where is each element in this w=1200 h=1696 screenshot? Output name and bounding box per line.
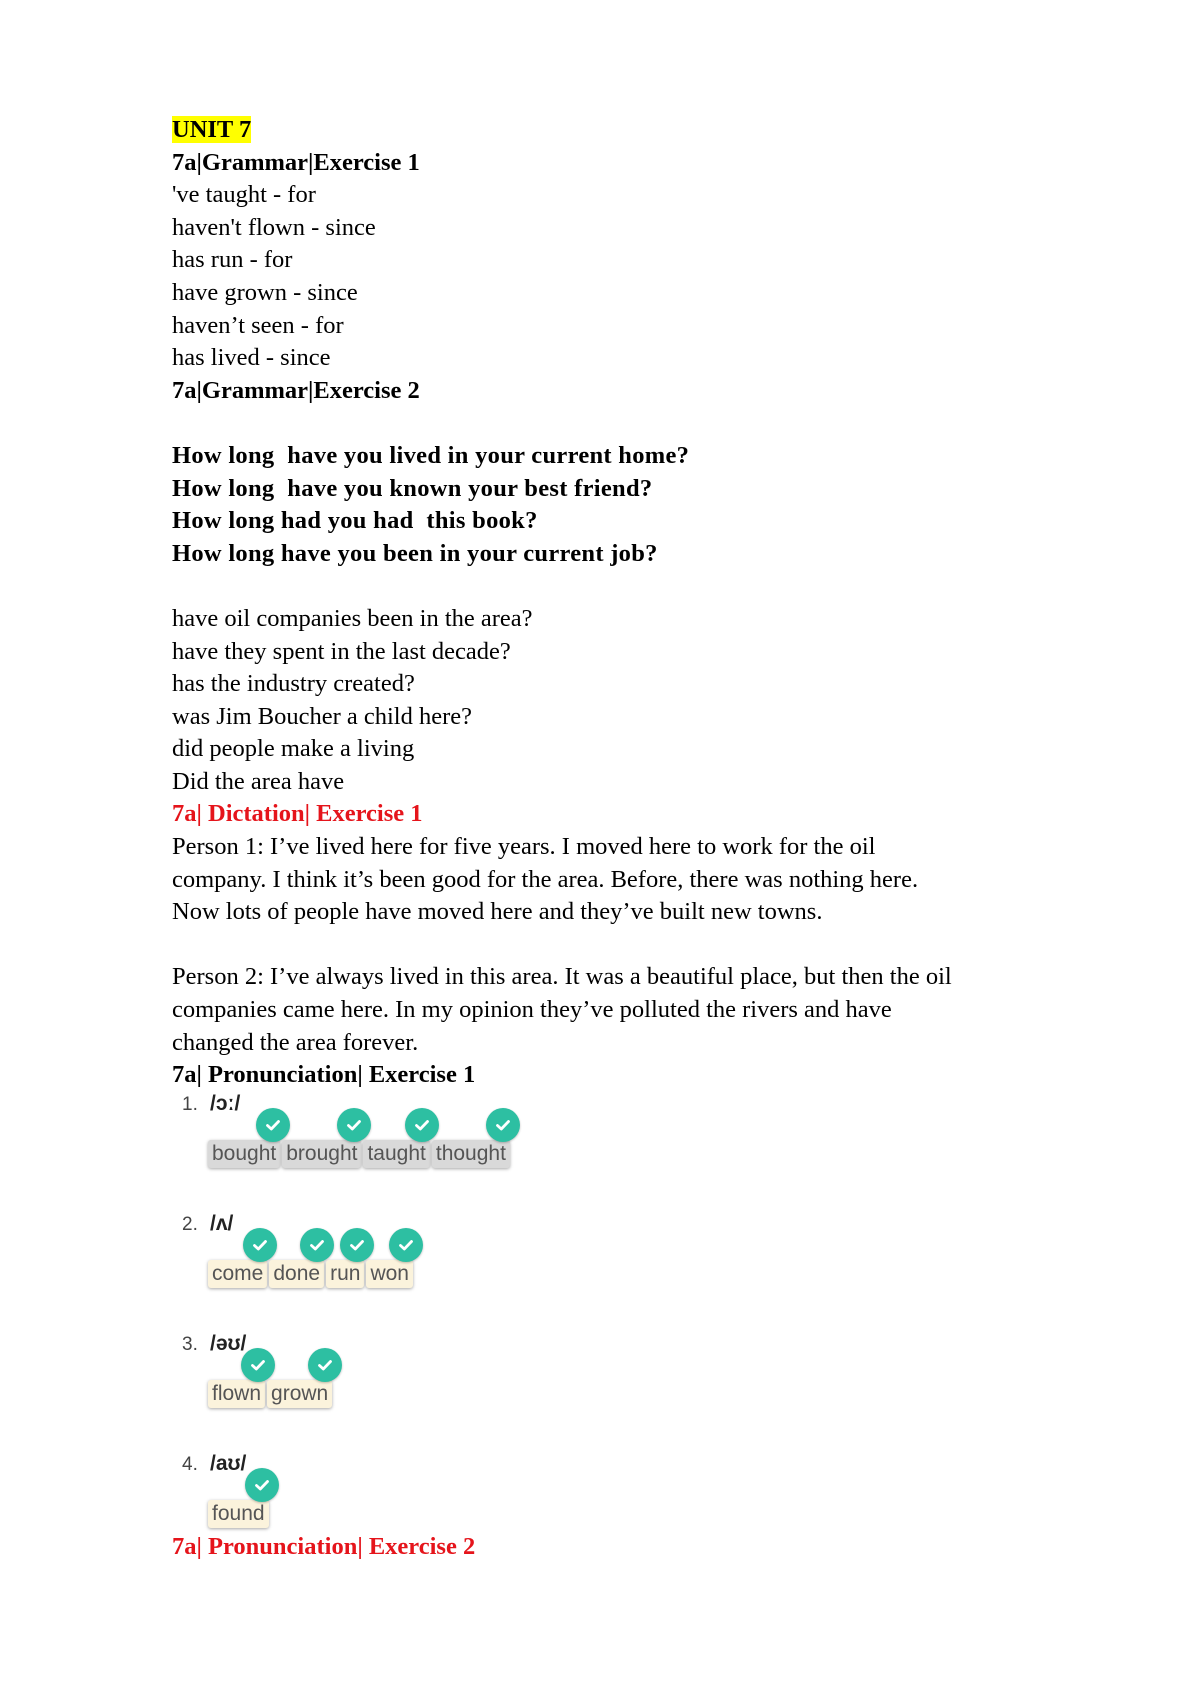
word-chip-label: taught (367, 1141, 426, 1165)
word-chips (208, 1140, 512, 1168)
grammar-ex1-answer: have grown - since (172, 278, 358, 306)
word-chip-label: grown (271, 1381, 329, 1405)
grammar-ex1-answer: 've taught - for (172, 181, 316, 209)
document-page (172, 114, 1132, 1563)
dictation-person2-line: Person 2: I’ve always lived in this area. It was a beautiful place, but then the oil (172, 963, 952, 991)
pronunciation-ex2-heading: 7a| Pronunciation| Exercise 2 (172, 1532, 476, 1560)
check-circle-icon (340, 1228, 374, 1262)
pronunciation-group (172, 1212, 1132, 1332)
dictation-person1-line: Person 1: I’ve lived here for five years. I moved here to work for the oil (172, 833, 876, 861)
grammar-ex2-answer: Did the area have (172, 767, 345, 795)
word-chip-label: flown (212, 1381, 262, 1405)
group-number: 4. (182, 1453, 198, 1475)
grammar-ex1-answer: haven’t seen - for (172, 311, 344, 339)
word-chip-label: found (212, 1501, 265, 1525)
grammar-ex2-answer: was Jim Boucher a child here? (172, 702, 473, 730)
word-chip[interactable] (208, 1380, 265, 1408)
word-chip[interactable] (208, 1140, 280, 1168)
word-chip[interactable] (208, 1500, 269, 1528)
check-circle-icon (256, 1108, 290, 1142)
word-chips (208, 1380, 334, 1408)
grammar-ex1-heading: 7a|Grammar|Exercise 1 (172, 148, 420, 176)
dictation-person1-line: company. I think it’s been good for the area. Before, there was nothing here. (172, 865, 919, 893)
word-chips (208, 1260, 415, 1288)
unit-title-line (172, 114, 1132, 147)
blank-line (172, 570, 1132, 603)
word-chip[interactable] (267, 1380, 332, 1408)
dictation-person2-line: changed the area forever. (172, 1028, 419, 1056)
word-chip-label: won (370, 1261, 409, 1285)
grammar-ex2-heading: 7a|Grammar|Exercise 2 (172, 376, 420, 404)
grammar-ex1-answer: has run - for (172, 246, 293, 274)
grammar-ex1-answer: has lived - since (172, 344, 331, 372)
pronunciation-groups (172, 1092, 1132, 1537)
word-chip[interactable] (282, 1140, 361, 1168)
check-circle-icon (300, 1228, 334, 1262)
dictation-heading: 7a| Dictation| Exercise 1 (172, 800, 423, 828)
word-chip[interactable] (269, 1260, 324, 1288)
dictation-person2-line: companies came here. In my opinion they’ve polluted the rivers and have (172, 996, 892, 1024)
blank-line (172, 407, 1132, 440)
check-circle-icon (389, 1228, 423, 1262)
word-chips (208, 1500, 271, 1528)
group-number: 2. (182, 1213, 198, 1235)
pronunciation-ex1-heading: 7a| Pronunciation| Exercise 1 (172, 1061, 476, 1089)
check-circle-icon (405, 1108, 439, 1142)
check-circle-icon (241, 1348, 275, 1382)
group-number: 1. (182, 1093, 198, 1115)
word-chip[interactable] (208, 1260, 267, 1288)
grammar-ex2-answer: have oil companies been in the area? (172, 604, 533, 632)
grammar-ex2-answer: did people make a living (172, 735, 415, 763)
grammar-ex2-question: How long have you lived in your current home? (172, 441, 690, 469)
phoneme-symbol: /ɔː/ (210, 1091, 241, 1115)
word-chip[interactable] (326, 1260, 364, 1288)
grammar-ex2-question: How long have you known your best friend? (172, 474, 653, 502)
word-chip-label: bought (212, 1141, 277, 1165)
word-chip[interactable] (363, 1140, 429, 1168)
phoneme-symbol: /ʌ/ (210, 1211, 234, 1235)
check-circle-icon (486, 1108, 520, 1142)
word-chip-label: come (212, 1261, 264, 1285)
blank-line (172, 929, 1132, 962)
check-circle-icon (337, 1108, 371, 1142)
dictation-person1-line: Now lots of people have moved here and they’ve built new towns. (172, 898, 823, 926)
pronunciation-group (172, 1452, 1132, 1537)
grammar-ex2-question: How long have you been in your current job? (172, 539, 658, 567)
pronunciation-group (172, 1092, 1132, 1212)
word-chip-label: done (273, 1261, 321, 1285)
grammar-ex2-answer: has the industry created? (172, 670, 415, 698)
word-chip[interactable] (432, 1140, 510, 1168)
check-circle-icon (308, 1348, 342, 1382)
grammar-ex1-answer: haven't flown - since (172, 213, 376, 241)
word-chip-label: run (330, 1261, 361, 1285)
grammar-ex2-question: How long had you had this book? (172, 507, 538, 535)
word-chip[interactable] (366, 1260, 413, 1288)
word-chip-label: thought (435, 1141, 506, 1165)
grammar-ex2-answer: have they spent in the last decade? (172, 637, 511, 665)
unit-title: UNIT 7 (172, 116, 252, 143)
phoneme-symbol: /aʊ/ (210, 1451, 247, 1475)
group-number: 3. (182, 1333, 198, 1355)
word-chip-label: brought (286, 1141, 358, 1165)
pronunciation-group (172, 1332, 1132, 1452)
check-circle-icon (243, 1228, 277, 1262)
phoneme-symbol: /əʊ/ (210, 1331, 247, 1355)
check-circle-icon (245, 1468, 279, 1502)
